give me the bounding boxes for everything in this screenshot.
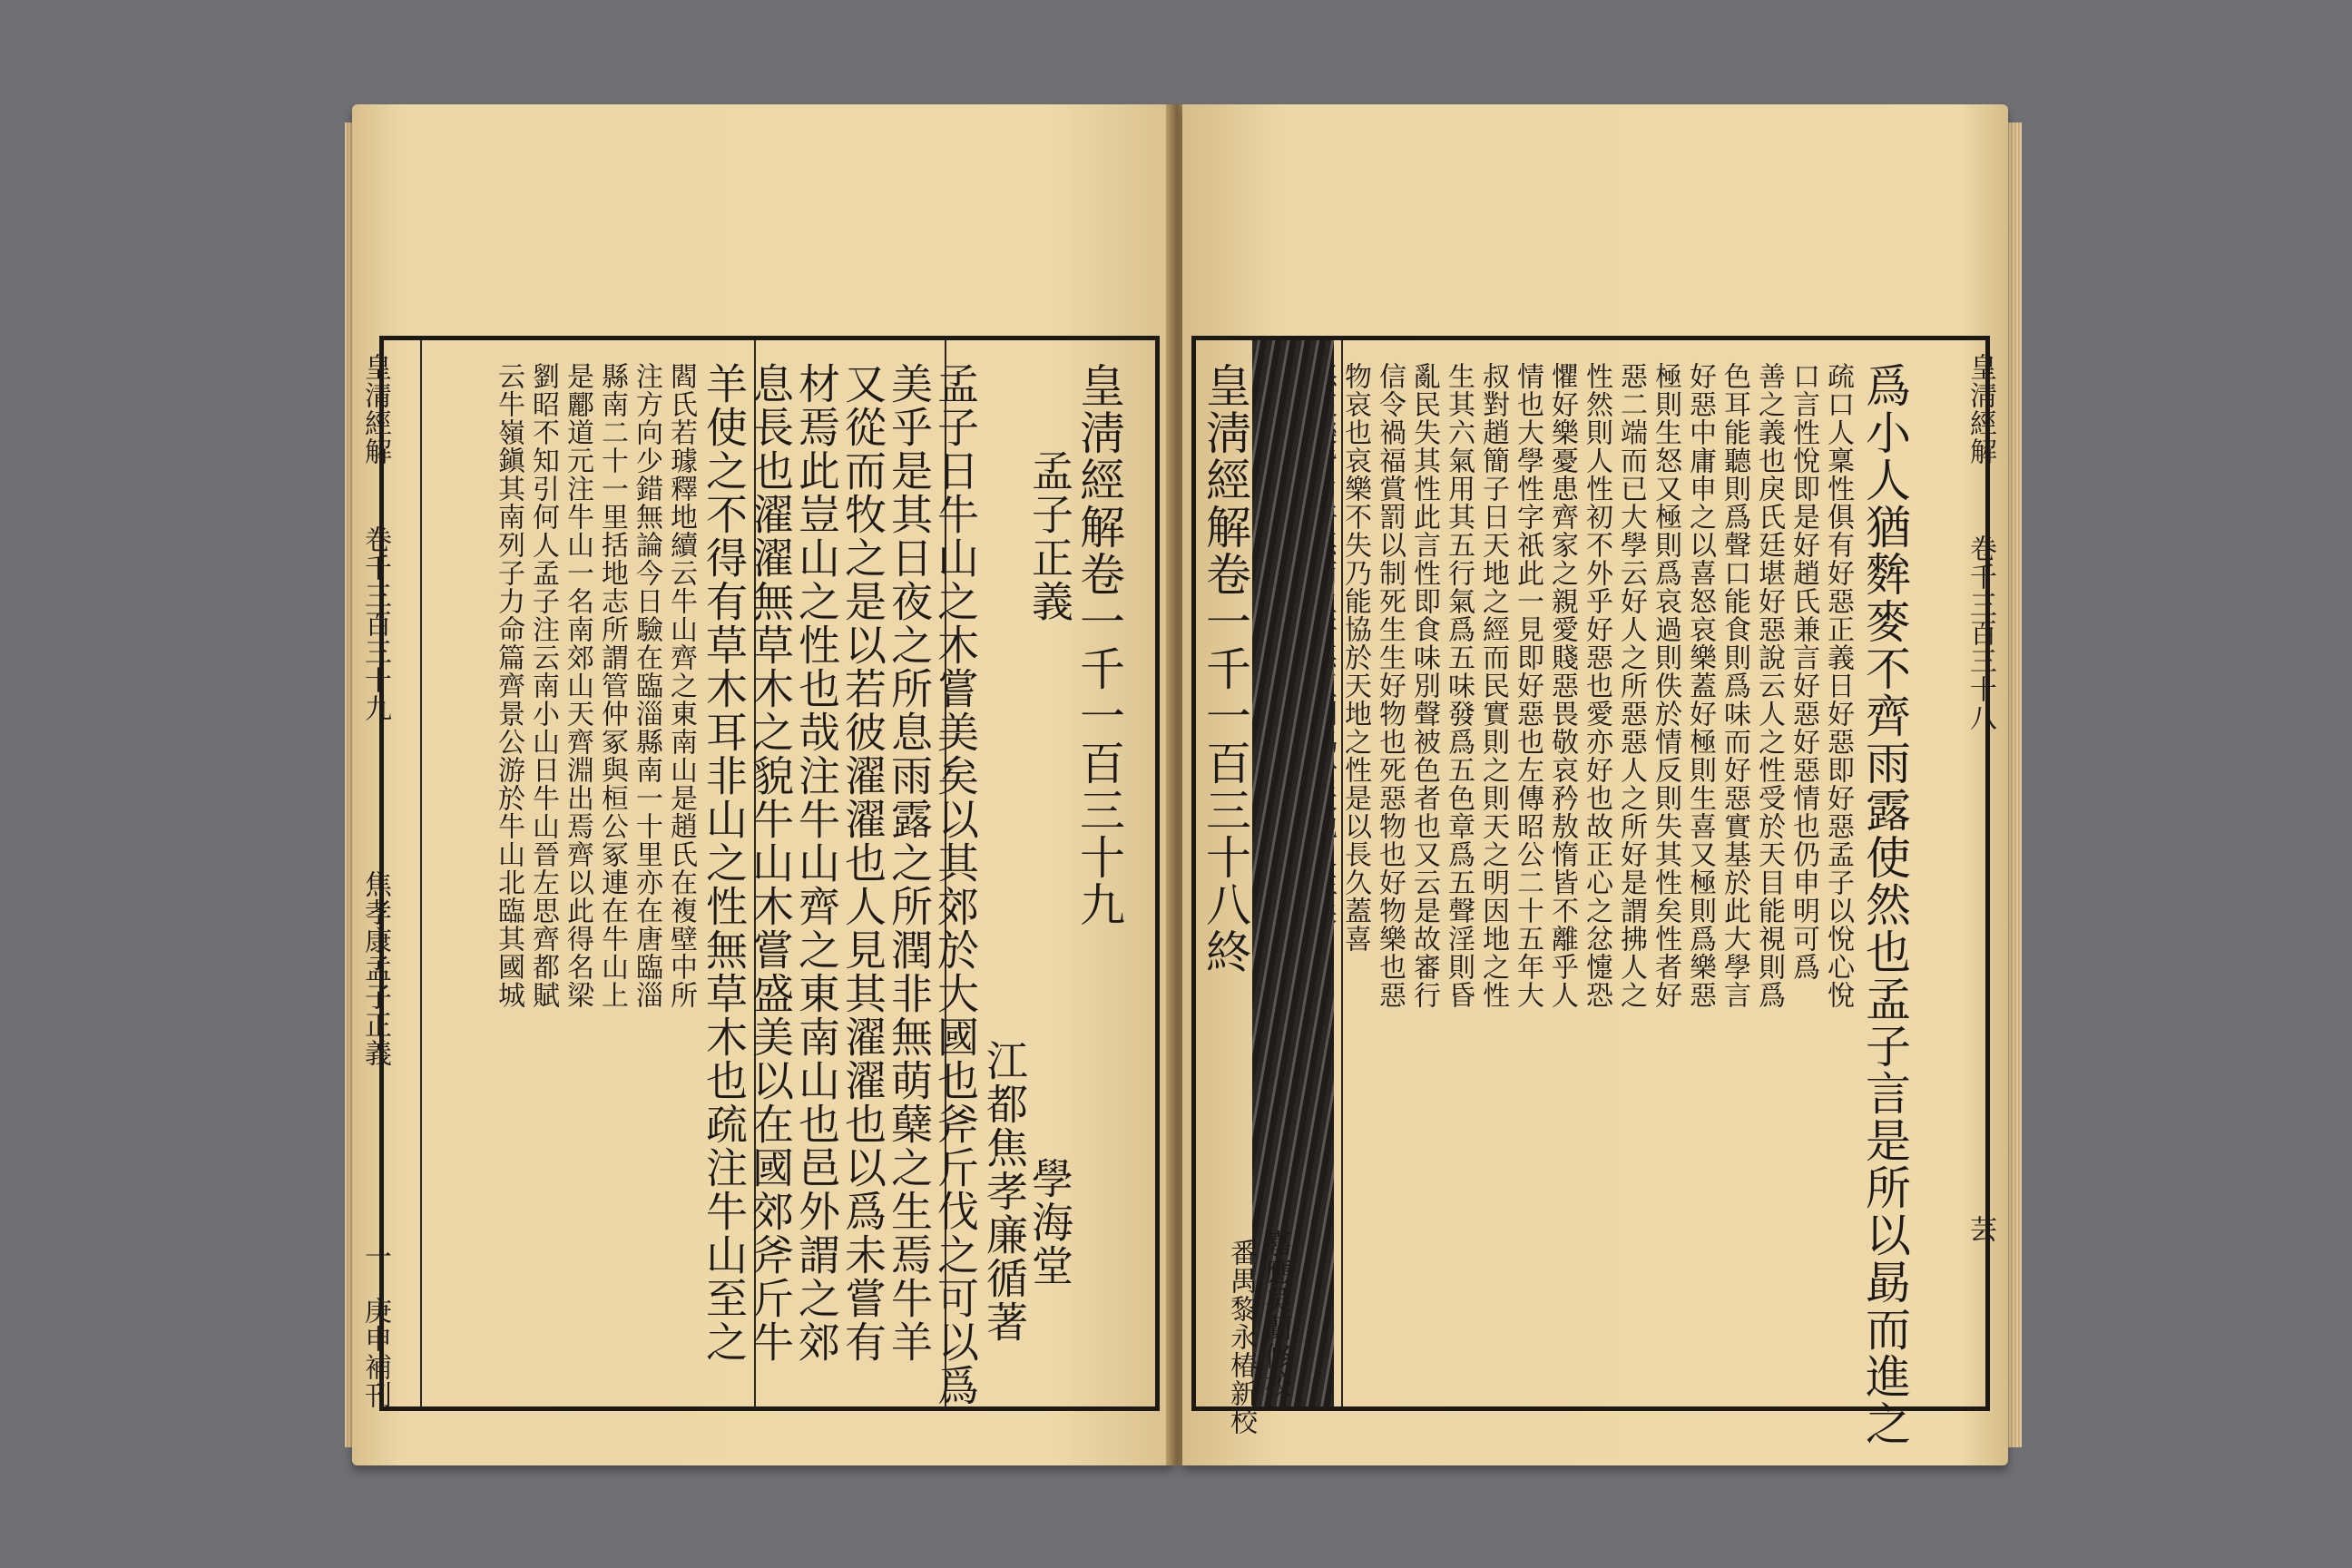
commentary-column-r7: 惡二端而已大學云好人之所惡惡人之所好是謂拂人之	[1615, 362, 1647, 1009]
end-title: 皇淸經解卷一千一百三十八終	[1199, 362, 1251, 975]
commentary-column-2: 注方向少錯無論今日驗在臨淄縣南一十里亦在唐臨淄	[631, 362, 662, 1009]
left-margin-title: 皇清經解	[359, 353, 391, 466]
right-margin-page: 芸	[1965, 1215, 1996, 1243]
commentary-column-r3: 善之義也戾氏廷堪好惡說云人之性受於天目能視則爲	[1753, 362, 1785, 1009]
section-title: 孟子正義	[1025, 449, 1074, 623]
author: 江都焦孝廉循著	[980, 1039, 1029, 1344]
text-column-r1: 爲小人猶麰麥不齊雨露使然也孟子言是所以勗而進之	[1858, 362, 1911, 1447]
commentary-column-r13: 亂民失其性此言性即食味別聲被色者也又云是故審行	[1408, 362, 1440, 1009]
commentary-column-r9: 懼好樂憂患齊家之親愛賤惡畏敬哀矜敖惰皆不離乎人	[1546, 362, 1578, 1009]
collator-2: 番禺黎永椿新校	[1225, 1239, 1257, 1436]
left-margin-printer: 庚申補刊	[359, 1297, 391, 1409]
left-margin-volume: 卷千三百三十九	[359, 525, 391, 722]
commentary-column-r2: 口言性悅即是好趙氏兼言好惡好惡情也仍申明可爲	[1788, 362, 1819, 981]
volume-title: 皇淸經解卷一千一百三十九	[1073, 362, 1125, 928]
text-column-2: 美乎是其日夜之所息雨露之所潤非無萌蘖之生焉牛羊	[885, 362, 934, 1364]
text-column-5: 息長也濯濯無草木之貌牛山木嘗盛美以在國郊斧斤牛	[746, 362, 795, 1364]
text-column-6: 羊使之不得有草木耳非山之性無草木也疏注牛山至之	[700, 362, 749, 1364]
right-page	[1182, 104, 2008, 1465]
left-text-frame	[379, 336, 1160, 1411]
collator-1: 嘉應吳蘭修校	[1259, 1230, 1291, 1398]
commentary-column-1: 閻氏若璩釋地續云牛山齊之東南山是趙氏在複壁中所	[665, 362, 697, 1009]
commentary-column-r1: 疏口人稟性俱有好惡正義日好惡即好惡孟子以悅心悅	[1822, 362, 1854, 1009]
commentary-column-r4: 色耳能聽則爲聲口能食則爲味而好惡實基於此大學言	[1719, 362, 1750, 1009]
text-column-4: 材焉此豈山之性也哉注牛山齊之東南山也邑外謂之郊	[792, 362, 841, 1364]
book-spread	[345, 86, 2024, 1475]
commentary-column-r11: 叔對趙簡子日天地之經而民實則之則天之明因地之性	[1477, 362, 1509, 1009]
left-margin-page: 一	[359, 1242, 391, 1270]
commentary-column-r8: 性然則人性初不外乎好惡也愛亦好也故正心之忿懥恐	[1581, 362, 1612, 1009]
commentary-column-r6: 極則生怒又極則爲哀過則佚於情反則失其性矣性者好	[1650, 362, 1681, 1009]
commentary-column-r14: 信令禍福賞罰以制死生生好物也死惡物也好物樂也惡	[1374, 362, 1406, 1009]
commentary-column-4: 是酈道元注牛山一名南郊山天齊淵出焉齊以此得名梁	[562, 362, 593, 1009]
commentary-column-r12: 生其六氣用其五行氣爲五味發爲五色章爲五聲淫則昏	[1443, 362, 1475, 1009]
commentary-column-5: 劉昭不知引何人孟子注云南小山日牛山晉左思齊都賦	[527, 362, 559, 1009]
text-column-3: 又從而牧之是以若彼濯濯也人見其濯濯也以爲未嘗有	[838, 362, 887, 1364]
left-margin-author: 焦孝康孟子正義	[359, 870, 391, 1067]
right-margin-volume: 卷千三百三十八	[1965, 534, 1996, 731]
commentary-column-r15: 物哀也哀樂不失乃能協於天地之性是以長久蓋喜	[1339, 362, 1371, 953]
right-text-frame	[1191, 336, 1990, 1447]
publisher: 學海堂	[1025, 1157, 1074, 1288]
right-margin-title: 皇淸經解	[1965, 353, 1996, 466]
text-column-1: 孟子日牛山之木嘗美矣以其郊於大國也斧斤伐之可以爲	[931, 362, 980, 1407]
commentary-column-3: 縣南二十一里括地志所謂管仲冢與桓公冢連在牛山上	[596, 362, 628, 1009]
left-page	[352, 104, 1173, 1465]
commentary-column-r5: 好惡中庸申之以喜怒哀樂蓋好極則生喜又極則爲樂惡	[1684, 362, 1716, 1009]
commentary-column-r10: 情也大學性字祇此一見即好惡也左傳昭公二十五年大	[1512, 362, 1544, 1009]
commentary-column-6: 云牛嶺鎭其南列子力命篇齊景公游於牛山北臨其國城	[493, 362, 524, 1009]
